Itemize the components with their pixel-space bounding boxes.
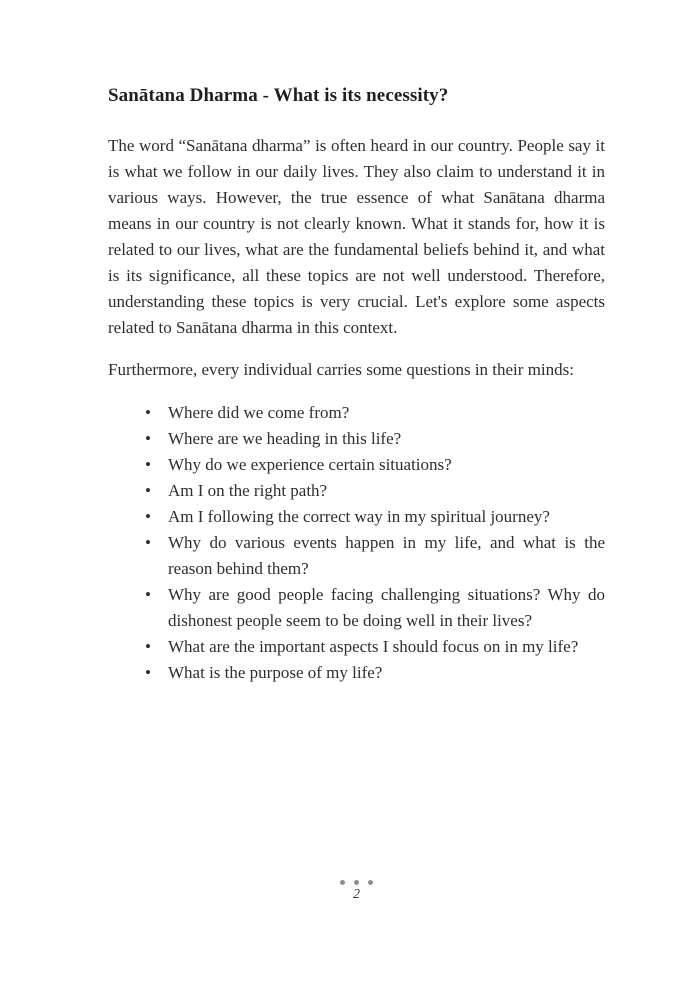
bullet-icon: • (145, 585, 151, 604)
bullet-icon: • (145, 455, 151, 474)
question-text: Why do we experience certain situations? (168, 455, 452, 474)
question-text: Where did we come from? (168, 403, 350, 422)
question-item (108, 452, 605, 478)
footer-dot-icon (340, 880, 345, 885)
bullet-icon: • (145, 507, 151, 526)
bullet-icon: • (145, 481, 151, 500)
question-text: What is the purpose of my life? (168, 663, 383, 682)
question-item (108, 400, 605, 426)
question-text: Why are good people facing challenging situations? Why do dishonest people seem to be doing well in their lives? (168, 585, 605, 630)
question-item (108, 634, 605, 660)
bullet-icon: • (145, 533, 151, 552)
bullet-icon: • (145, 637, 151, 656)
footer-dot-icon (354, 880, 359, 885)
question-item (108, 478, 605, 504)
body-paragraph: Furthermore, every individual carries some questions in their minds: (108, 360, 574, 379)
page-content (108, 85, 605, 686)
bullet-icon: • (145, 403, 151, 422)
question-item (108, 504, 605, 530)
bullet-icon: • (145, 663, 151, 682)
page-title: Sanātana Dharma - What is its necessity? (108, 85, 449, 106)
question-text: Why do various events happen in my life, and what is the reason behind them? (168, 533, 605, 578)
question-text: Am I on the right path? (168, 481, 328, 500)
page-number: 2 (353, 887, 360, 902)
questions-list (108, 400, 605, 686)
body-paragraph: The word “Sanātana dharma” is often heard in our country. People say it is what we follow in our daily lives. They also claim to understand it in various ways. However, the true essence of what Sanātana dharma means in our country is not clearly known. What it stands for, how it is related to our lives, what are the fundamental beliefs behind it, and what is its significance, all these topics are not well understood. Therefore, understanding these topics is very crucial. Let's explore some aspects related to Sanātana dharma in this context. (108, 136, 605, 337)
question-text: Where are we heading in this life? (168, 429, 402, 448)
question-item (108, 582, 605, 634)
footer-dot-icon (368, 880, 373, 885)
footer-ornament (108, 880, 605, 885)
question-item (108, 426, 605, 452)
question-text: What are the important aspects I should focus on in my life? (168, 637, 579, 656)
question-text: Am I following the correct way in my spiritual journey? (168, 507, 550, 526)
question-item (108, 660, 605, 686)
page-footer (108, 880, 605, 902)
question-item (108, 530, 605, 582)
bullet-icon: • (145, 429, 151, 448)
